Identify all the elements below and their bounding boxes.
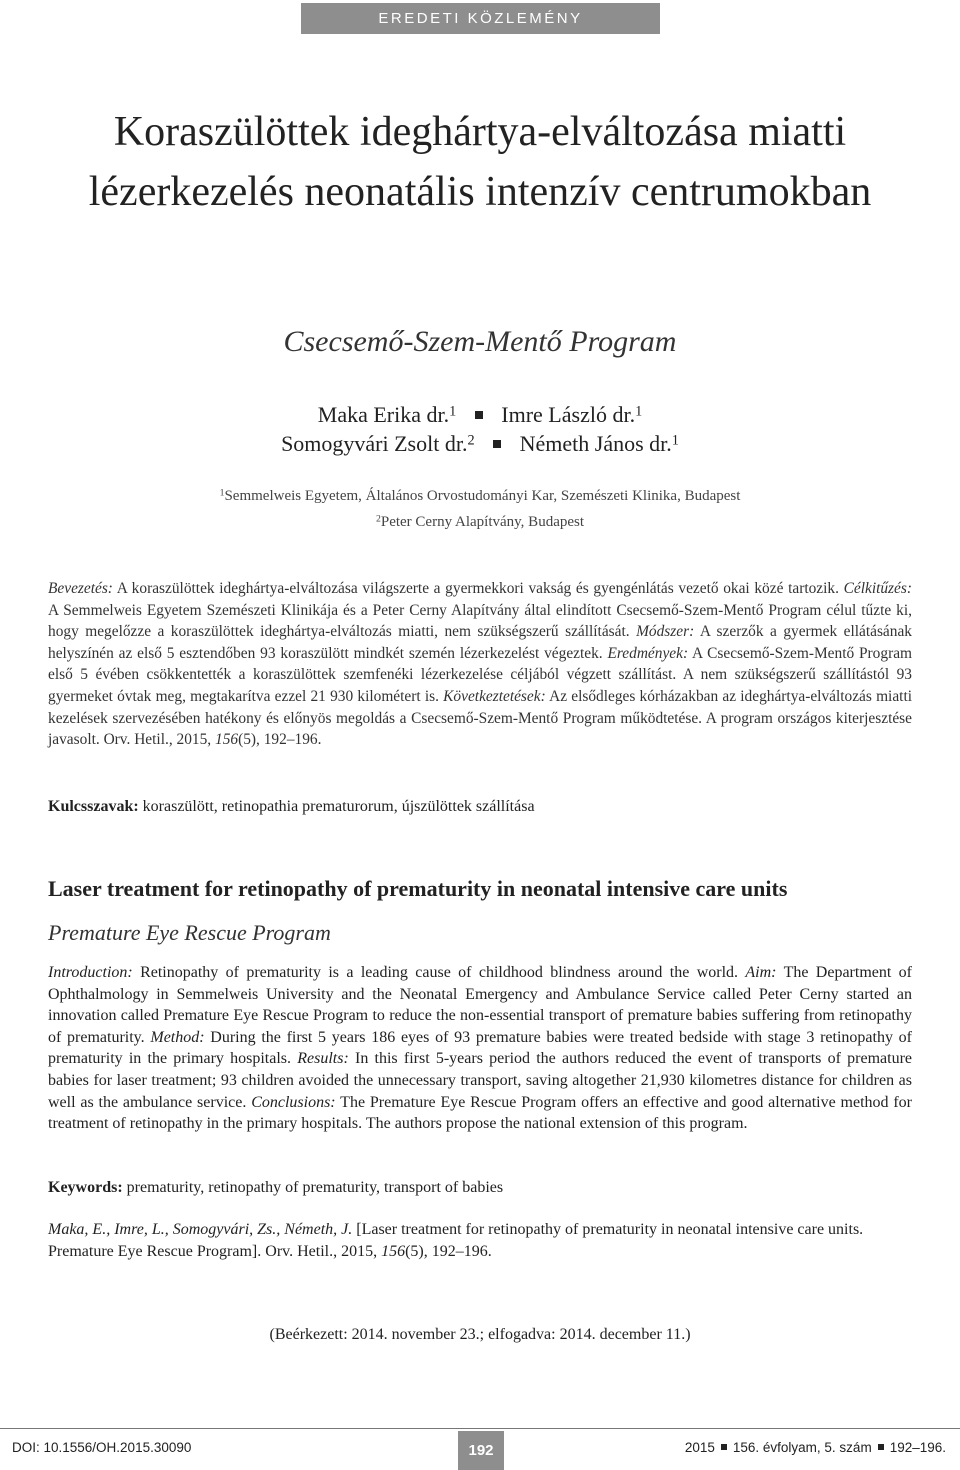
abstract-english xyxy=(48,962,912,1135)
footer-doi: DOI: 10.1556/OH.2015.30090 xyxy=(12,1440,192,1455)
section-banner: EREDETI KÖZLEMÉNY xyxy=(301,3,660,34)
author-list xyxy=(0,400,960,458)
abstract-section-label: Eredmények: xyxy=(607,644,689,662)
abstract-section-label: Bevezetés: xyxy=(48,580,113,597)
keywords-text: koraszülött, retinopathia prematurorum, újszülöttek szállítása xyxy=(138,798,535,815)
citation-authors: Maka, E., Imre, L., Somogyvári, Zs., Németh, J. xyxy=(48,1221,353,1238)
keywords-hungarian xyxy=(48,798,535,816)
abstract-text: A Semmelweis Egyetem Szemészeti Klinikája és a Peter Cerny Alapítvány által elindított Csecsemő-Szem-Mentő Program célul tűzte ki, hogy megelőzze a koraszülöttek ideghártya-elváltozás miatti, nem szükségszerű szállítását. xyxy=(48,601,912,641)
abstract-en-paragraph xyxy=(48,962,912,1135)
separator-square-icon xyxy=(878,1444,884,1450)
affiliation-number: 2 xyxy=(375,513,381,525)
abstract-text: The Premature Eye Rescue Program offers an effective and good alternative method for treatment of retinopathy in the primary hospitals. The authors propose the national extension of this program. xyxy=(48,1093,912,1133)
affiliations xyxy=(0,483,960,535)
author-line-1 xyxy=(0,400,960,429)
abstract-text: In this first 5-years period the authors reduced the event of transports of premature babies for laser treatment; 93 children avoided the unnecessary transport, saving altogether 21,930 kilometres distance for children as well as the ambulance service. xyxy=(48,1050,913,1111)
separator-square-icon xyxy=(493,440,501,448)
citation-rest: (5), 192–196. xyxy=(238,731,322,749)
author-name: Somogyvári Zsolt dr. xyxy=(281,431,468,456)
keywords-label: Kulcsszavak: xyxy=(48,798,139,815)
keywords-english xyxy=(48,1179,503,1197)
keywords-label: Keywords: xyxy=(48,1179,123,1196)
author-affiliation: 1 xyxy=(671,432,679,449)
abstract-text: A koraszülöttek ideghártya-elváltozása világszerte a gyermekkori vakság és gyengénlátás vezető okai közé tartozik. xyxy=(112,580,844,597)
abstract-section-label: Conclusions: xyxy=(251,1093,336,1111)
abstract-text: A Csecsemő-Szem-Mentő Program első 5 évében csökkentették a koraszülöttek szemfenéki lézerkezelése céljából végzett szállítást. A nem szükségszerű szállítástól 93 gyermeket óvtak meg, megtakarítva ezzel 21 930 kilométert is. xyxy=(48,644,912,705)
abstract-section-label: Method: xyxy=(150,1028,205,1046)
abstract-text: The Department of Ophthalmology in Semmelweis University and the Neonatal Emergency and Ambulance Service called Peter Cerny started an innovation called Premature Eye Rescue Program to reduce the non-essential transport of premature babies suffering from retinopathy of prematurity. xyxy=(48,964,913,1046)
abstract-text: During the first 5 years 186 eyes of 93 premature babies were treated bedside with stage 3 retinopathy of prematurity in the primary hospitals. xyxy=(48,1028,912,1068)
citation-rest: (5), 192–196. xyxy=(405,1242,492,1260)
received-dates: (Beérkezett: 2014. november 23.; elfogadva: 2014. december 11.) xyxy=(269,1326,691,1343)
page-number: 192 xyxy=(458,1431,504,1470)
author-affiliation: 2 xyxy=(467,432,475,449)
author-name: Imre László dr. xyxy=(501,402,636,427)
english-subtitle: Premature Eye Rescue Program xyxy=(48,920,331,945)
english-title: Laser treatment for retinopathy of prematurity in neonatal intensive care units xyxy=(48,876,788,901)
affiliation-text: Peter Cerny Alapítvány, Budapest xyxy=(380,514,585,530)
abstract-section-label: Következtetések: xyxy=(443,687,546,705)
article-subtitle: Csecsemő-Szem-Mentő Program xyxy=(283,325,677,358)
keywords-text: prematurity, retinopathy of prematurity, transport of babies xyxy=(122,1179,504,1196)
article-title: Koraszülöttek ideghártya-elváltozása miatti lézerkezelés neonatális intenzív centrumokban xyxy=(88,109,872,215)
abstract-section-label: Introduction: xyxy=(48,964,133,981)
abstract-section-label: Módszer: xyxy=(636,623,695,641)
author-name: Németh János dr. xyxy=(519,431,672,456)
footer-volume: 156. évfolyam, 5. szám xyxy=(732,1440,872,1455)
affiliation-item xyxy=(0,483,960,509)
abstract-hungarian xyxy=(48,578,912,751)
affiliation-text: Semmelweis Egyetem, Általános Orvostudományi Kar, Szemészeti Klinika, Budapest xyxy=(224,488,741,504)
abstract-section-label: Célkitűzés: xyxy=(843,580,912,597)
abstract-text: Az elsődleges kórházakban az ideghártya-elváltozás miatti kezelések szervezésében hatékony és előnyös megoldás a Csecsemő-Szem-Mentő Program működtetése. A program országos kiterjesztése javasolt. Orv. Hetil., 2015, xyxy=(48,687,912,749)
footer-issue xyxy=(685,1440,946,1455)
affiliation-number: 1 xyxy=(219,487,225,499)
footer-year: 2015 xyxy=(684,1440,715,1455)
affiliation-item xyxy=(0,509,960,535)
citation-volume: 156 xyxy=(381,1242,406,1260)
abstract-text: Retinopathy of prematurity is a leading cause of childhood blindness around the world. xyxy=(132,964,746,981)
abstract-hu-paragraph xyxy=(48,578,912,751)
footer-pages: 192–196. xyxy=(889,1440,946,1455)
citation xyxy=(48,1219,912,1262)
citation-volume: 156 xyxy=(215,731,239,749)
separator-square-icon xyxy=(475,411,483,419)
abstract-section-label: Aim: xyxy=(745,964,777,981)
author-line-2 xyxy=(0,429,960,458)
citation-text: [Laser treatment for retinopathy of prematurity in neonatal intensive care units. Premature Eye Rescue Program]. Orv. Hetil., 2015, xyxy=(48,1221,864,1260)
footer-divider xyxy=(0,1428,960,1429)
abstract-section-label: Results: xyxy=(297,1050,349,1068)
author-affiliation: 1 xyxy=(449,403,457,420)
separator-square-icon xyxy=(721,1444,727,1450)
author-affiliation: 1 xyxy=(635,403,643,420)
author-name: Maka Erika dr. xyxy=(317,402,450,427)
abstract-text: A szerzők a gyermek ellátásának helyszínén az első 5 esztendőben 93 koraszülött mindkét szemén lézerkezelést végeztek. xyxy=(48,623,912,662)
